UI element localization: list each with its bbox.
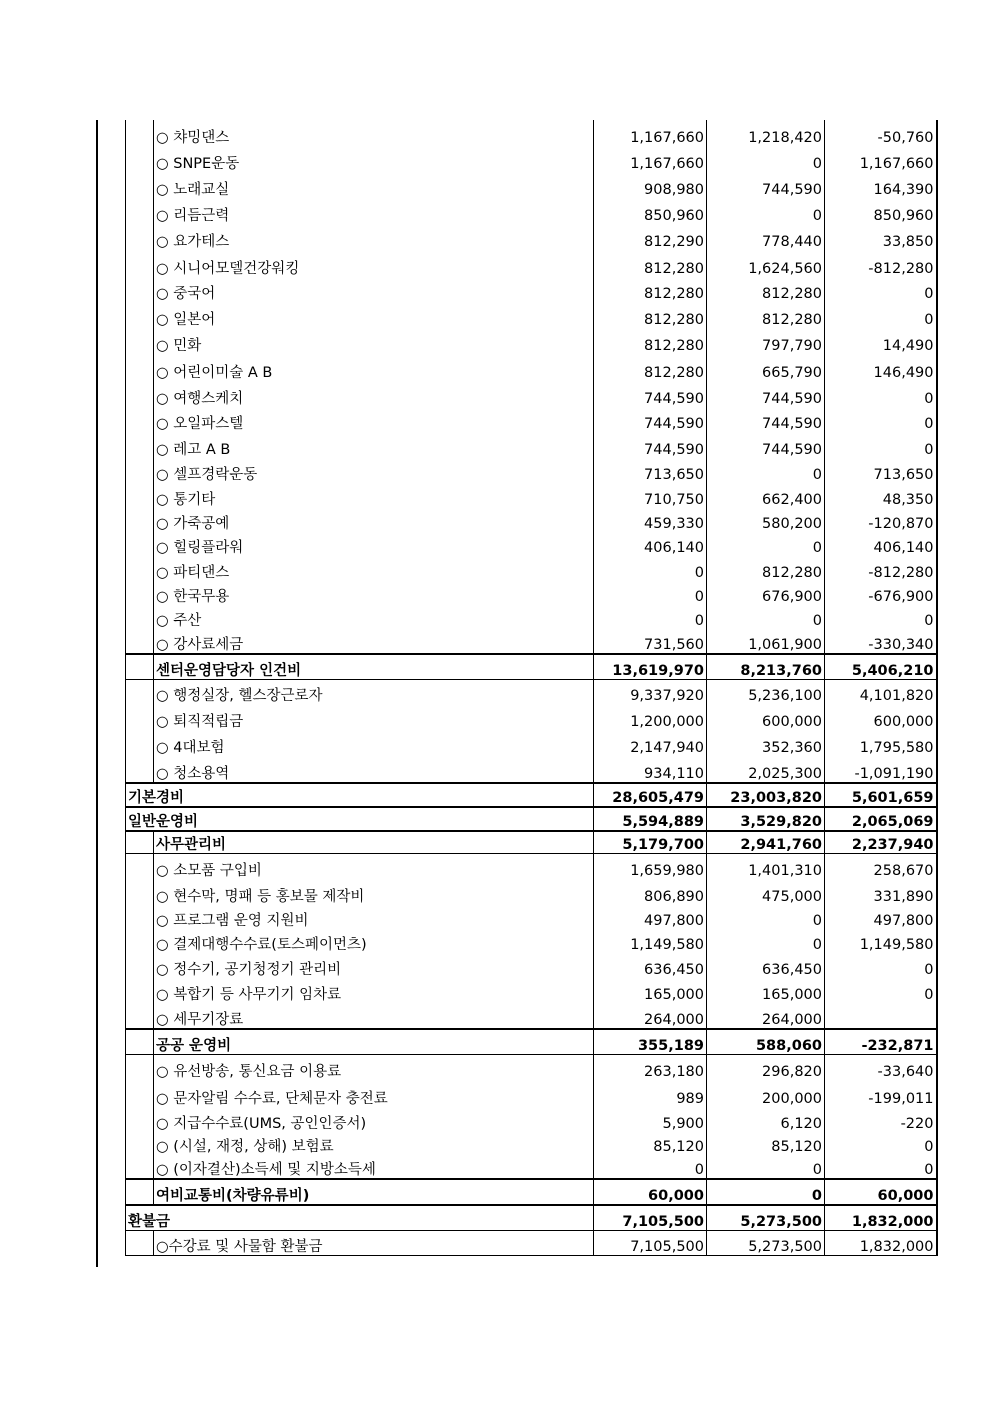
prior-amount: 0 [707, 929, 825, 953]
difference-amount: -812,280 [825, 250, 937, 277]
indent-cell [126, 483, 154, 508]
table-row [126, 172, 937, 198]
difference-amount: 0 [825, 978, 937, 1003]
difference-amount: 258,670 [825, 853, 937, 879]
indent-cell [126, 654, 154, 679]
subtotal-row [126, 831, 937, 853]
subtotal-label: 센터운영담당자 인건비 [154, 654, 594, 679]
prior-amount: 5,236,100 [707, 679, 825, 704]
budget-amount: 812,280 [594, 354, 707, 381]
prior-amount: 0 [707, 458, 825, 483]
subtotal-row [126, 1179, 937, 1205]
indent-cell [126, 905, 154, 929]
table-row [126, 879, 937, 905]
item-label: ○ 세무기장료 [154, 1003, 594, 1029]
difference-amount: 1,167,660 [825, 146, 937, 172]
indent-cell [126, 605, 154, 629]
budget-amount: 0 [594, 581, 707, 605]
budget-amount: 0 [594, 1155, 707, 1179]
table-row [126, 508, 937, 532]
table-row [126, 1132, 937, 1155]
indent-cell [126, 556, 154, 581]
prior-amount: 296,820 [707, 1054, 825, 1080]
item-label: ○ 4대보험 [154, 730, 594, 756]
budget-amount: 812,280 [594, 277, 707, 302]
difference-amount: 60,000 [825, 1179, 937, 1205]
category-row [126, 1205, 937, 1230]
budget-amount: 13,619,970 [594, 654, 707, 679]
prior-amount: 0 [707, 1155, 825, 1179]
table-row [126, 1107, 937, 1132]
item-label: ○ 한국무용 [154, 581, 594, 605]
budget-amount: 1,149,580 [594, 929, 707, 953]
item-label: ○ 여행스케치 [154, 381, 594, 407]
indent-cell [126, 1179, 154, 1205]
prior-amount: 778,440 [707, 224, 825, 250]
indent-cell [126, 879, 154, 905]
difference-amount: 0 [825, 953, 937, 978]
table-row [126, 730, 937, 756]
budget-amount: 812,280 [594, 328, 707, 354]
budget-amount: 5,900 [594, 1107, 707, 1132]
prior-amount: 1,401,310 [707, 853, 825, 879]
item-label: ○ 힐링플라워 [154, 532, 594, 556]
indent-cell [126, 1080, 154, 1107]
table-row [126, 905, 937, 929]
table-row [126, 302, 937, 328]
indent-cell [126, 704, 154, 730]
table-row [126, 853, 937, 879]
budget-amount: 908,980 [594, 172, 707, 198]
table-row [126, 1155, 937, 1179]
budget-amount: 812,290 [594, 224, 707, 250]
item-label: ○ 소모품 구입비 [154, 853, 594, 879]
table-row [126, 532, 937, 556]
table-row [126, 250, 937, 277]
prior-amount: 0 [707, 532, 825, 556]
difference-amount: -120,870 [825, 508, 937, 532]
difference-amount: 2,237,940 [825, 831, 937, 853]
item-label: ○ 중국어 [154, 277, 594, 302]
difference-amount: 5,406,210 [825, 654, 937, 679]
indent-cell [126, 629, 154, 654]
prior-amount: 352,360 [707, 730, 825, 756]
budget-amount: 0 [594, 605, 707, 629]
prior-amount: 662,400 [707, 483, 825, 508]
table-row [126, 277, 937, 302]
category-label: 기본경비 [126, 783, 594, 807]
prior-amount: 665,790 [707, 354, 825, 381]
prior-amount: 200,000 [707, 1080, 825, 1107]
item-label: ○ (시설, 재정, 상해) 보험료 [154, 1132, 594, 1155]
difference-amount: 164,390 [825, 172, 937, 198]
difference-amount: 0 [825, 302, 937, 328]
table-row [126, 756, 937, 783]
table-row [126, 978, 937, 1003]
indent-cell [126, 679, 154, 704]
difference-amount: 0 [825, 277, 937, 302]
item-label: ○ 챠밍댄스 [154, 120, 594, 146]
difference-amount: -50,760 [825, 120, 937, 146]
prior-amount: 2,941,760 [707, 831, 825, 853]
difference-amount: 850,960 [825, 198, 937, 224]
item-label: ○ 오일파스텔 [154, 407, 594, 432]
table-row [126, 354, 937, 381]
difference-amount: 14,490 [825, 328, 937, 354]
subtotal-row [126, 654, 937, 679]
table-row [126, 929, 937, 953]
difference-amount: -812,280 [825, 556, 937, 581]
difference-amount: 48,350 [825, 483, 937, 508]
subtotal-row [126, 1029, 937, 1054]
item-label: ○ 강사료세금 [154, 629, 594, 654]
budget-amount: 28,605,479 [594, 783, 707, 807]
indent-cell [126, 458, 154, 483]
difference-amount: 33,850 [825, 224, 937, 250]
indent-cell [126, 1029, 154, 1054]
difference-amount: 5,601,659 [825, 783, 937, 807]
budget-amount: 850,960 [594, 198, 707, 224]
budget-amount: 7,105,500 [594, 1230, 707, 1255]
difference-amount [825, 1003, 937, 1029]
budget-amount: 636,450 [594, 953, 707, 978]
prior-amount: 23,003,820 [707, 783, 825, 807]
indent-cell [126, 328, 154, 354]
budget-amount: 989 [594, 1080, 707, 1107]
indent-cell [126, 1107, 154, 1132]
indent-cell [126, 302, 154, 328]
indent-cell [126, 1155, 154, 1179]
indent-cell [126, 953, 154, 978]
subtotal-label: 공공 운영비 [154, 1029, 594, 1054]
budget-amount: 5,179,700 [594, 831, 707, 853]
category-row [126, 807, 937, 831]
item-label: ○ 현수막, 명패 등 홍보물 제작비 [154, 879, 594, 905]
prior-amount: 812,280 [707, 277, 825, 302]
difference-amount: 600,000 [825, 704, 937, 730]
budget-amount: 459,330 [594, 508, 707, 532]
indent-cell [126, 172, 154, 198]
indent-cell [126, 120, 154, 146]
budget-amount: 731,560 [594, 629, 707, 654]
prior-amount: 600,000 [707, 704, 825, 730]
budget-amount: 1,167,660 [594, 146, 707, 172]
budget-amount: 713,650 [594, 458, 707, 483]
difference-amount: -33,640 [825, 1054, 937, 1080]
difference-amount: 0 [825, 407, 937, 432]
difference-amount: 406,140 [825, 532, 937, 556]
item-label: ○ 행정실장, 헬스장근로자 [154, 679, 594, 704]
indent-cell [126, 224, 154, 250]
prior-amount: 636,450 [707, 953, 825, 978]
table-row [126, 146, 937, 172]
budget-amount: 806,890 [594, 879, 707, 905]
table-row [126, 432, 937, 458]
difference-amount: 4,101,820 [825, 679, 937, 704]
budget-amount: 812,280 [594, 302, 707, 328]
difference-amount: -220 [825, 1107, 937, 1132]
prior-amount: 744,590 [707, 407, 825, 432]
indent-cell [126, 381, 154, 407]
indent-cell [126, 978, 154, 1003]
budget-amount: 744,590 [594, 381, 707, 407]
budget-amount: 934,110 [594, 756, 707, 783]
prior-amount: 812,280 [707, 302, 825, 328]
prior-amount: 6,120 [707, 1107, 825, 1132]
budget-amount: 5,594,889 [594, 807, 707, 831]
prior-amount: 580,200 [707, 508, 825, 532]
item-label: ○ 노래교실 [154, 172, 594, 198]
item-label: ○ 통기타 [154, 483, 594, 508]
prior-amount: 2,025,300 [707, 756, 825, 783]
item-label: ○ 가죽공예 [154, 508, 594, 532]
prior-amount: 676,900 [707, 581, 825, 605]
difference-amount: 1,832,000 [825, 1205, 937, 1230]
subtotal-label: 여비교통비(차량유류비) [154, 1179, 594, 1205]
indent-cell [126, 730, 154, 756]
table-row [126, 679, 937, 704]
difference-amount: 0 [825, 381, 937, 407]
table-row [126, 381, 937, 407]
budget-amount: 1,659,980 [594, 853, 707, 879]
difference-amount: 0 [825, 1132, 937, 1155]
prior-amount: 165,000 [707, 978, 825, 1003]
difference-amount: 0 [825, 605, 937, 629]
budget-amount: 264,000 [594, 1003, 707, 1029]
budget-amount: 263,180 [594, 1054, 707, 1080]
item-label: ○ 리듬근력 [154, 198, 594, 224]
prior-amount: 1,061,900 [707, 629, 825, 654]
item-label: ○수강료 및 사물함 환불금 [154, 1230, 594, 1255]
item-label: ○ 문자알림 수수료, 단체문자 충전료 [154, 1080, 594, 1107]
indent-cell [126, 1054, 154, 1080]
table-row [126, 458, 937, 483]
table-row [126, 198, 937, 224]
difference-amount: -330,340 [825, 629, 937, 654]
item-label: ○ 민화 [154, 328, 594, 354]
table-row [126, 629, 937, 654]
table-row [126, 1080, 937, 1107]
table-row [126, 953, 937, 978]
indent-cell [126, 929, 154, 953]
item-label: ○ 파티댄스 [154, 556, 594, 581]
budget-amount: 9,337,920 [594, 679, 707, 704]
indent-cell [126, 853, 154, 879]
item-label: ○ 일본어 [154, 302, 594, 328]
item-label: ○ 주산 [154, 605, 594, 629]
indent-cell [126, 146, 154, 172]
prior-amount: 744,590 [707, 432, 825, 458]
indent-cell [126, 407, 154, 432]
difference-amount: -232,871 [825, 1029, 937, 1054]
indent-cell [126, 354, 154, 381]
difference-amount: 497,800 [825, 905, 937, 929]
prior-amount: 0 [707, 905, 825, 929]
indent-cell [126, 756, 154, 783]
prior-amount: 744,590 [707, 172, 825, 198]
category-label: 환불금 [126, 1205, 594, 1230]
item-label: ○ 요가테스 [154, 224, 594, 250]
budget-amount: 2,147,940 [594, 730, 707, 756]
item-label: ○ SNPE운동 [154, 146, 594, 172]
item-label: ○ 셀프경락운동 [154, 458, 594, 483]
difference-amount: 0 [825, 1155, 937, 1179]
budget-amount: 60,000 [594, 1179, 707, 1205]
table-row [126, 483, 937, 508]
indent-cell [126, 277, 154, 302]
difference-amount: -676,900 [825, 581, 937, 605]
item-label: ○ 청소용역 [154, 756, 594, 783]
difference-amount: 1,832,000 [825, 1230, 937, 1255]
prior-amount: 0 [707, 1179, 825, 1205]
budget-amount: 744,590 [594, 407, 707, 432]
item-label: ○ 결제대행수수료(토스페이먼츠) [154, 929, 594, 953]
prior-amount: 0 [707, 605, 825, 629]
budget-amount: 1,200,000 [594, 704, 707, 730]
table-row [126, 704, 937, 730]
category-row [126, 783, 937, 807]
difference-amount: 331,890 [825, 879, 937, 905]
budget-amount: 497,800 [594, 905, 707, 929]
subtotal-label: 사무관리비 [154, 831, 594, 853]
table-row [126, 581, 937, 605]
left-margin-rule [96, 120, 98, 1267]
table-row [126, 605, 937, 629]
budget-amount: 710,750 [594, 483, 707, 508]
budget-amount: 355,189 [594, 1029, 707, 1054]
prior-amount: 1,218,420 [707, 120, 825, 146]
table-row [126, 407, 937, 432]
budget-amount: 165,000 [594, 978, 707, 1003]
item-label: ○ 복합기 등 사무기기 임차료 [154, 978, 594, 1003]
indent-cell [126, 1003, 154, 1029]
difference-amount: 713,650 [825, 458, 937, 483]
prior-amount: 744,590 [707, 381, 825, 407]
indent-cell [126, 831, 154, 853]
budget-amount: 7,105,500 [594, 1205, 707, 1230]
difference-amount: 146,490 [825, 354, 937, 381]
item-label: ○ 퇴직적립금 [154, 704, 594, 730]
prior-amount: 85,120 [707, 1132, 825, 1155]
prior-amount: 812,280 [707, 556, 825, 581]
indent-cell [126, 250, 154, 277]
item-label: ○ 어린이미술 A B [154, 354, 594, 381]
prior-amount: 3,529,820 [707, 807, 825, 831]
difference-amount: 1,795,580 [825, 730, 937, 756]
prior-amount: 1,624,560 [707, 250, 825, 277]
prior-amount: 264,000 [707, 1003, 825, 1029]
prior-amount: 5,273,500 [707, 1230, 825, 1255]
item-label: ○ (이자결산)소득세 및 지방소득세 [154, 1155, 594, 1179]
difference-amount: 1,149,580 [825, 929, 937, 953]
item-label: ○ 정수기, 공기청정기 관리비 [154, 953, 594, 978]
budget-amount: 744,590 [594, 432, 707, 458]
table-row [126, 1054, 937, 1080]
indent-cell [126, 1230, 154, 1255]
indent-cell [126, 198, 154, 224]
difference-amount: -199,011 [825, 1080, 937, 1107]
indent-cell [126, 432, 154, 458]
item-label: ○ 시니어모델건강워킹 [154, 250, 594, 277]
item-label: ○ 레고 A B [154, 432, 594, 458]
prior-amount: 5,273,500 [707, 1205, 825, 1230]
prior-amount: 0 [707, 146, 825, 172]
difference-amount: -1,091,190 [825, 756, 937, 783]
table-row [126, 1230, 937, 1255]
budget-amount: 0 [594, 556, 707, 581]
indent-cell [126, 508, 154, 532]
table-row [126, 1003, 937, 1029]
table-row [126, 224, 937, 250]
item-label: ○ 프로그램 운영 지원비 [154, 905, 594, 929]
budget-table [125, 120, 938, 1256]
table-row [126, 120, 937, 146]
prior-amount: 588,060 [707, 1029, 825, 1054]
category-label: 일반운영비 [126, 807, 594, 831]
prior-amount: 475,000 [707, 879, 825, 905]
difference-amount: 0 [825, 432, 937, 458]
table-row [126, 328, 937, 354]
budget-amount: 812,280 [594, 250, 707, 277]
difference-amount: 2,065,069 [825, 807, 937, 831]
item-label: ○ 유선방송, 통신요금 이용료 [154, 1054, 594, 1080]
item-label: ○ 지급수수료(UMS, 공인인증서) [154, 1107, 594, 1132]
prior-amount: 0 [707, 198, 825, 224]
budget-amount: 1,167,660 [594, 120, 707, 146]
budget-amount: 85,120 [594, 1132, 707, 1155]
indent-cell [126, 1132, 154, 1155]
budget-amount: 406,140 [594, 532, 707, 556]
table-row [126, 556, 937, 581]
prior-amount: 797,790 [707, 328, 825, 354]
prior-amount: 8,213,760 [707, 654, 825, 679]
indent-cell [126, 581, 154, 605]
indent-cell [126, 532, 154, 556]
